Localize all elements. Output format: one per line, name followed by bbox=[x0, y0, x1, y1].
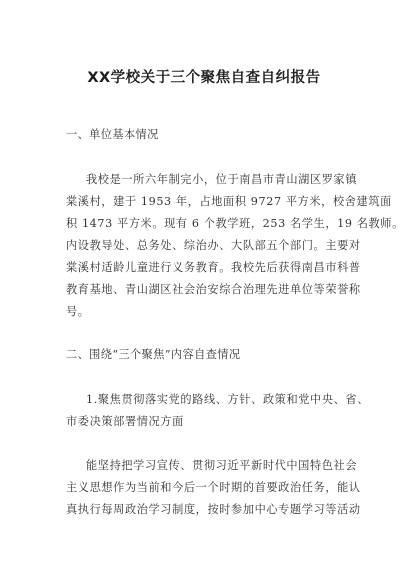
section-heading-self-inspection: 二、围绕“三个聚焦”内容自查情况 bbox=[66, 348, 241, 361]
paragraph-line: 教育基地、青山湖区社会治安综合治理先进单位等荣誉称 bbox=[66, 283, 361, 296]
paragraph-line: 能坚持把学习宣传、贯彻习近平新时代中国特色社会 bbox=[86, 459, 358, 472]
subsection-line: 1.聚焦贯彻落实党的路线、方针、政策和党中央、省、 bbox=[86, 393, 369, 406]
document-title: XX学校关于三个聚焦自查自纠报告 bbox=[87, 70, 321, 86]
paragraph-line: 主义思想作为当前和今后一个时期的首要政治任务，能认 bbox=[66, 481, 361, 494]
paragraph-line: 棠溪村适龄儿童进行义务教育。我校先后获得南昌市科普 bbox=[66, 261, 361, 274]
paragraph-line: 我校是一所六年制完小，位于南昌市青山湖区罗家镇 bbox=[86, 173, 358, 186]
paragraph-line: 内设教导处、总务处、综治办、大队部五个部门。主要对 bbox=[66, 239, 361, 252]
paragraph-line: 号。 bbox=[66, 305, 90, 318]
section-heading-basic-info: 一、单位基本情况 bbox=[66, 128, 159, 141]
paragraph-line: 积 1473 平方米。现有 6 个教学班，253 名学生，19 名教师。 bbox=[66, 217, 404, 230]
subsection-line: 市委决策部署情况方面 bbox=[66, 415, 184, 428]
paragraph-line: 真执行每周政治学习制度，按时参加中心专题学习等活动 bbox=[66, 503, 361, 516]
paragraph-line: 棠溪村，建于 1953 年，占地面积 9727 平方米，校舍建筑面 bbox=[66, 195, 392, 208]
